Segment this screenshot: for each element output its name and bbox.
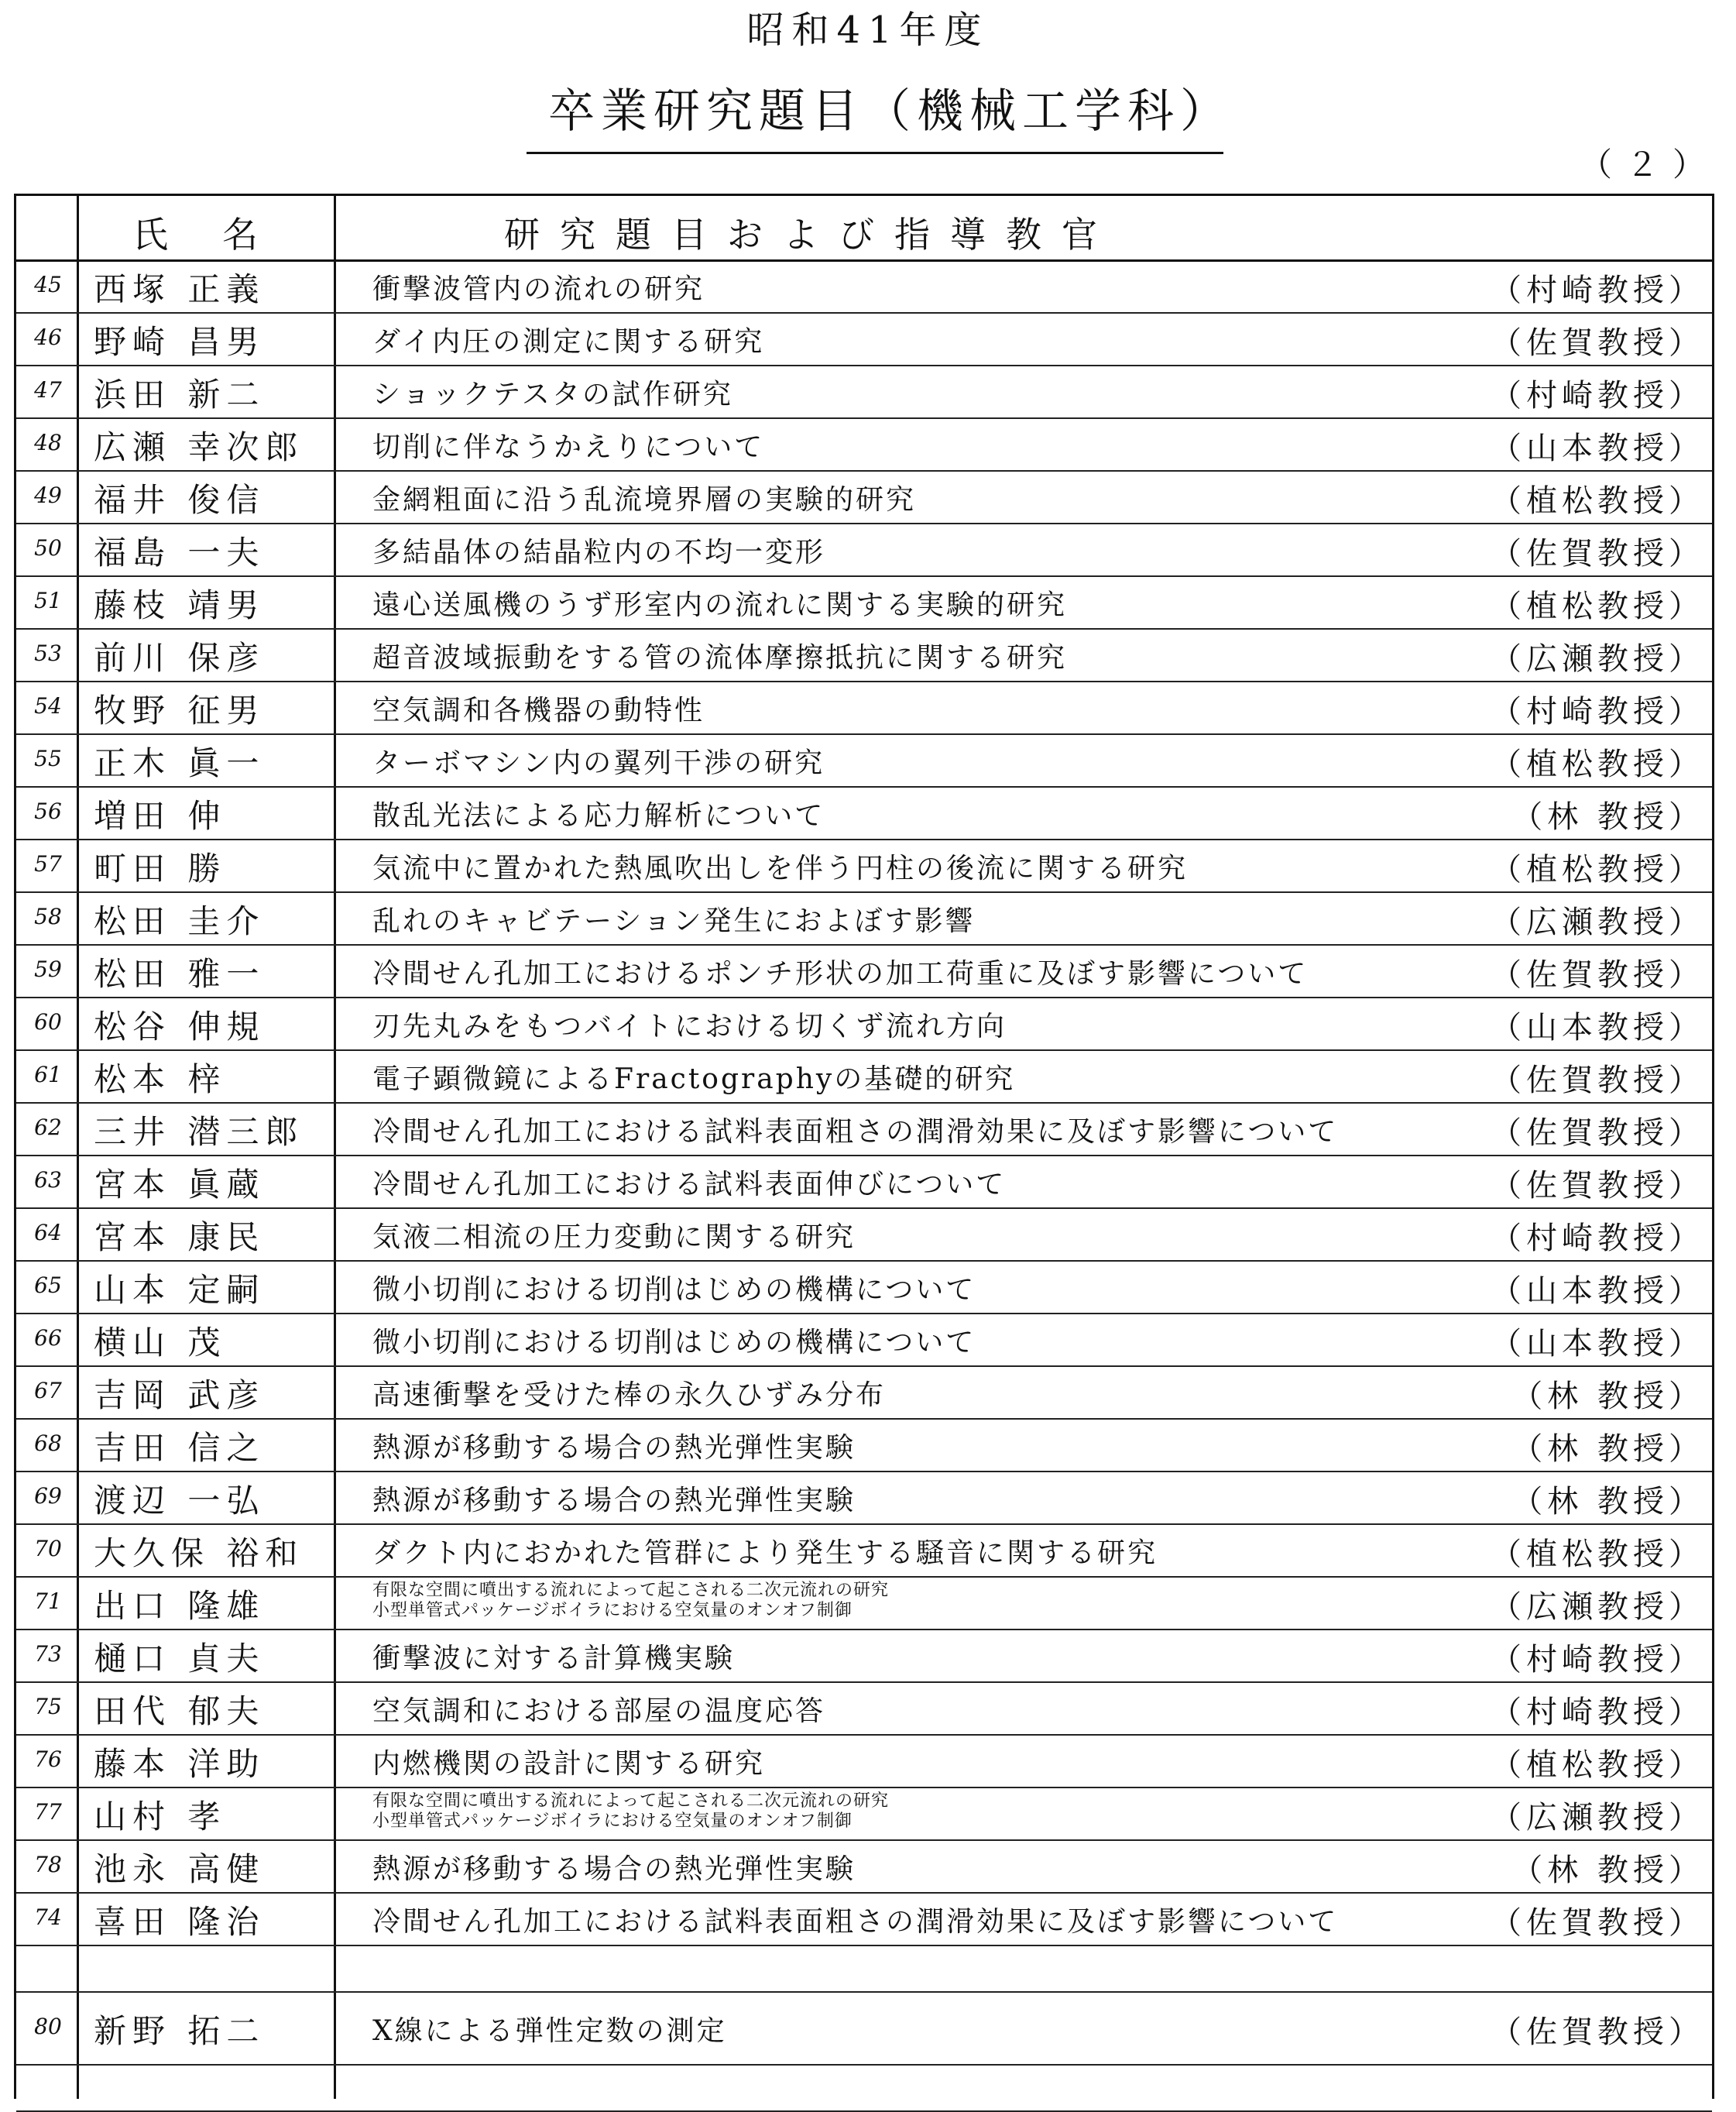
student-name: 松田 圭介 [94, 902, 266, 940]
student-name: 出口 隆雄 [94, 1587, 266, 1625]
student-name: 藤本 洋助 [94, 1745, 266, 1783]
row-number: 77 [34, 1799, 62, 1825]
research-topic: 気液二相流の圧力変動に関する研究 [372, 1221, 856, 1253]
advisor: （山本教授） [1491, 431, 1704, 466]
student-name: 松本 梓 [94, 1060, 227, 1098]
row-number: 62 [34, 1114, 62, 1140]
row-number: 56 [34, 798, 62, 824]
row-number: 76 [34, 1746, 62, 1772]
research-topic: ダクト内におかれた管群により発生する騒音に関する研究 [372, 1537, 1158, 1569]
student-name: 三井 潜三郎 [94, 1113, 304, 1151]
advisor: （広瀬教授） [1491, 905, 1704, 940]
research-topic: 散乱光法による応力解析について [372, 800, 825, 832]
row-number: 64 [34, 1220, 62, 1245]
research-topic: 冷間せん孔加工における試料表面粗さの潤滑効果に及ぼす影響について [372, 1906, 1339, 1938]
header-name: 氏名 [132, 214, 312, 256]
research-topic: X線による弾性定数の測定 [372, 2015, 727, 2047]
table-row [16, 1102, 1712, 1156]
student-name: 渡辺 一弘 [94, 1482, 266, 1520]
row-number: 75 [34, 1694, 62, 1719]
advisor: （山本教授） [1491, 1273, 1704, 1309]
table-row [16, 681, 1712, 735]
row-number: 60 [34, 1009, 62, 1035]
advisor: （村崎教授） [1491, 273, 1704, 308]
student-name: 吉田 信之 [94, 1429, 266, 1467]
student-name: 池永 高健 [94, 1850, 266, 1888]
table-row [16, 312, 1712, 366]
research-topic: 有限な空間に噴出する流れによって起こされる二次元流れの研究 [372, 1581, 890, 1600]
header-topic: 研究題目および指導教官 [504, 214, 1117, 256]
research-topic: 乱れのキャビテーション発生におよぼす影響 [372, 905, 976, 937]
row-number: 47 [34, 377, 62, 403]
document-title: 卒業研究題目（機械工学科） [548, 84, 1233, 139]
research-topic: 気流中に置かれた熱風吹出しを伴う円柱の後流に関する研究 [372, 853, 1189, 884]
table-row [16, 997, 1712, 1051]
row-number: 63 [34, 1167, 62, 1193]
research-topic-second-line: 小型単管式パッケージボイラにおける空気量のオンオフ制御 [372, 1812, 853, 1831]
research-topic: 微小切削における切削はじめの機構について [372, 1327, 976, 1358]
advisor: （佐賀教授） [1491, 2014, 1704, 2050]
student-name: 正木 眞一 [94, 744, 266, 782]
table-row [16, 1681, 1712, 1736]
research-topic: 冷間せん孔加工におけるポンチ形状の加工荷重に及ぼす影響について [372, 958, 1309, 990]
advisor: （植松教授） [1491, 589, 1704, 624]
advisor: （林 教授） [1511, 1431, 1704, 1467]
research-topic: 内燃機関の設計に関する研究 [372, 1748, 766, 1780]
student-name: 松谷 伸規 [94, 1008, 266, 1046]
advisor: （村崎教授） [1491, 1221, 1704, 1256]
row-number: 69 [34, 1483, 62, 1509]
table-row [16, 1734, 1712, 1788]
table-row [16, 259, 1712, 314]
table-row [16, 1260, 1712, 1314]
research-topic: 微小切削における切削はじめの機構について [372, 1274, 976, 1306]
research-topic: 衝撃波に対する計算機実験 [372, 1643, 736, 1674]
advisor: （植松教授） [1491, 747, 1704, 782]
advisor: （植松教授） [1491, 852, 1704, 888]
row-number: 67 [34, 1378, 62, 1403]
advisor: （植松教授） [1491, 483, 1704, 519]
table-row [16, 1576, 1712, 1630]
advisor: （佐賀教授） [1491, 1063, 1704, 1098]
student-name: 樋口 貞夫 [94, 1640, 266, 1678]
student-name: 松田 雅一 [94, 955, 266, 993]
row-number: 65 [34, 1272, 62, 1298]
student-name: 前川 保彦 [94, 639, 266, 677]
research-topic: 刃先丸みをもつバイトにおける切くず流れ方向 [372, 1011, 1007, 1042]
table-row [16, 1471, 1712, 1525]
table-row [16, 365, 1712, 419]
table-row [16, 523, 1712, 577]
student-name: 横山 茂 [94, 1324, 227, 1362]
student-name: 野崎 昌男 [94, 323, 266, 361]
table-row [16, 1313, 1712, 1367]
advisor: （村崎教授） [1491, 694, 1704, 730]
student-name: 牧野 征男 [94, 692, 266, 730]
row-number: 70 [34, 1536, 62, 1561]
research-topic: 冷間せん孔加工における試料表面粗さの潤滑効果に及ぼす影響について [372, 1116, 1339, 1148]
advisor: （村崎教授） [1491, 1695, 1704, 1730]
advisor: （村崎教授） [1491, 378, 1704, 414]
row-number: 48 [34, 430, 62, 455]
advisor: （山本教授） [1491, 1010, 1704, 1046]
row-number: 61 [34, 1062, 62, 1087]
student-name: 大久保 裕和 [94, 1534, 304, 1572]
research-topic: 衝撃波管内の流れの研究 [372, 273, 705, 305]
research-topic: 熱源が移動する場合の熱光弾性実験 [372, 1853, 856, 1885]
student-name: 喜田 隆治 [94, 1903, 266, 1941]
table-row [16, 1839, 1712, 1894]
row-number: 66 [34, 1325, 62, 1351]
student-name: 山村 孝 [94, 1798, 227, 1836]
table-row [16, 1365, 1712, 1420]
row-number: 78 [34, 1852, 62, 1877]
research-topic: 空気調和各機器の動特性 [372, 695, 705, 726]
research-topic: 空気調和における部屋の温度応答 [372, 1695, 826, 1727]
title-underline [527, 152, 1223, 154]
row-number: 80 [34, 2014, 62, 2039]
research-topic-second-line: 小型単管式パッケージボイラにおける空気量のオンオフ制御 [372, 1601, 853, 1620]
student-name: 山本 定嗣 [94, 1271, 266, 1309]
research-topic: 金網粗面に沿う乱流境界層の実験的研究 [372, 484, 917, 516]
student-name: 田代 郁夫 [94, 1692, 266, 1730]
student-name: 浜田 新二 [94, 376, 266, 414]
student-name: 西塚 正義 [94, 270, 266, 308]
research-topic: 切削に伴なうかえりについて [372, 431, 765, 463]
advisor: （植松教授） [1491, 1537, 1704, 1572]
row-number: 71 [34, 1588, 62, 1614]
student-name: 町田 勝 [94, 850, 227, 888]
table-row [16, 2064, 1712, 2112]
research-topic: 熱源が移動する場合の熱光弾性実験 [372, 1432, 856, 1464]
row-number: 59 [34, 956, 62, 982]
row-number: 53 [34, 640, 62, 666]
row-number: 57 [34, 851, 62, 877]
student-name: 福島 一夫 [94, 534, 266, 572]
research-topic: 冷間せん孔加工における試料表面伸びについて [372, 1169, 1007, 1200]
row-number: 45 [34, 272, 62, 297]
student-name: 藤枝 靖男 [94, 586, 266, 624]
advisor: （山本教授） [1491, 1326, 1704, 1362]
table-row [16, 628, 1712, 682]
advisor: （広瀬教授） [1491, 1589, 1704, 1625]
table-header [16, 196, 1712, 262]
table-row [16, 786, 1712, 840]
advisor: （村崎教授） [1491, 1642, 1704, 1678]
research-topic: 高速衝撃を受けた棒の永久ひずみ分布 [372, 1379, 887, 1411]
advisor: （広瀬教授） [1491, 1800, 1704, 1836]
table-row [16, 839, 1712, 893]
row-number: 51 [34, 588, 62, 613]
table-row [16, 1892, 1712, 1946]
advisor: （広瀬教授） [1491, 641, 1704, 677]
advisor: （林 教授） [1511, 799, 1704, 835]
table-row [16, 1991, 1712, 2066]
research-topic: ターボマシン内の翼列干渉の研究 [372, 747, 825, 779]
advisor: （佐賀教授） [1491, 1115, 1704, 1151]
table-row [16, 1207, 1712, 1262]
advisor: （佐賀教授） [1491, 957, 1704, 993]
research-topic: 有限な空間に噴出する流れによって起こされる二次元流れの研究 [372, 1791, 890, 1811]
table-row [16, 417, 1712, 472]
research-topic: ダイ内圧の測定に関する研究 [372, 326, 765, 358]
advisor: （林 教授） [1511, 1853, 1704, 1888]
table-row [16, 1155, 1712, 1209]
research-topic: 電子顕微鏡によるFractographyの基礎的研究 [372, 1063, 1016, 1095]
row-number: 50 [34, 535, 62, 561]
table-row [16, 891, 1712, 946]
research-topic: 多結晶体の結晶粒内の不均一変形 [372, 537, 826, 568]
table-row [16, 1629, 1712, 1683]
advisor: （佐賀教授） [1491, 1905, 1704, 1941]
student-name: 新野 拓二 [94, 2012, 266, 2050]
table-row [16, 470, 1712, 524]
table-row [16, 733, 1712, 788]
advisor: （植松教授） [1491, 1747, 1704, 1783]
student-name: 宮本 眞蔵 [94, 1166, 266, 1204]
table-row [16, 1523, 1712, 1578]
topics-table [14, 194, 1714, 2099]
student-name: 増田 伸 [94, 797, 227, 835]
row-number: 73 [34, 1641, 62, 1667]
advisor: （林 教授） [1511, 1379, 1704, 1414]
table-row [16, 1049, 1712, 1104]
table-row [16, 1787, 1712, 1841]
table-row [16, 944, 1712, 998]
advisor: （林 教授） [1511, 1484, 1704, 1520]
advisor: （佐賀教授） [1491, 325, 1704, 361]
table-row [16, 1945, 1712, 1993]
row-number: 46 [34, 325, 62, 350]
row-number: 68 [34, 1430, 62, 1456]
student-name: 福井 俊信 [94, 481, 266, 519]
page-number: （２） [1580, 146, 1720, 184]
row-number: 58 [34, 904, 62, 929]
table-row [16, 575, 1712, 630]
research-topic: 超音波域振動をする管の流体摩擦抵抗に関する研究 [372, 642, 1068, 674]
document-year: 昭和41年度 [746, 9, 990, 52]
row-number: 54 [34, 693, 62, 719]
student-name: 広瀬 幸次郎 [94, 428, 304, 466]
research-topic: 熱源が移動する場合の熱光弾性実験 [372, 1485, 856, 1516]
advisor: （佐賀教授） [1491, 536, 1704, 572]
research-topic: ショックテスタの試作研究 [372, 379, 733, 410]
student-name: 宮本 康民 [94, 1218, 266, 1256]
advisor: （佐賀教授） [1491, 1168, 1704, 1204]
research-topic: 遠心送風機のうず形室内の流れに関する実験的研究 [372, 589, 1068, 621]
table-row [16, 1418, 1712, 1472]
student-name: 吉岡 武彦 [94, 1376, 266, 1414]
row-number: 49 [34, 482, 62, 508]
row-number: 74 [34, 1904, 62, 1930]
row-number: 55 [34, 746, 62, 771]
